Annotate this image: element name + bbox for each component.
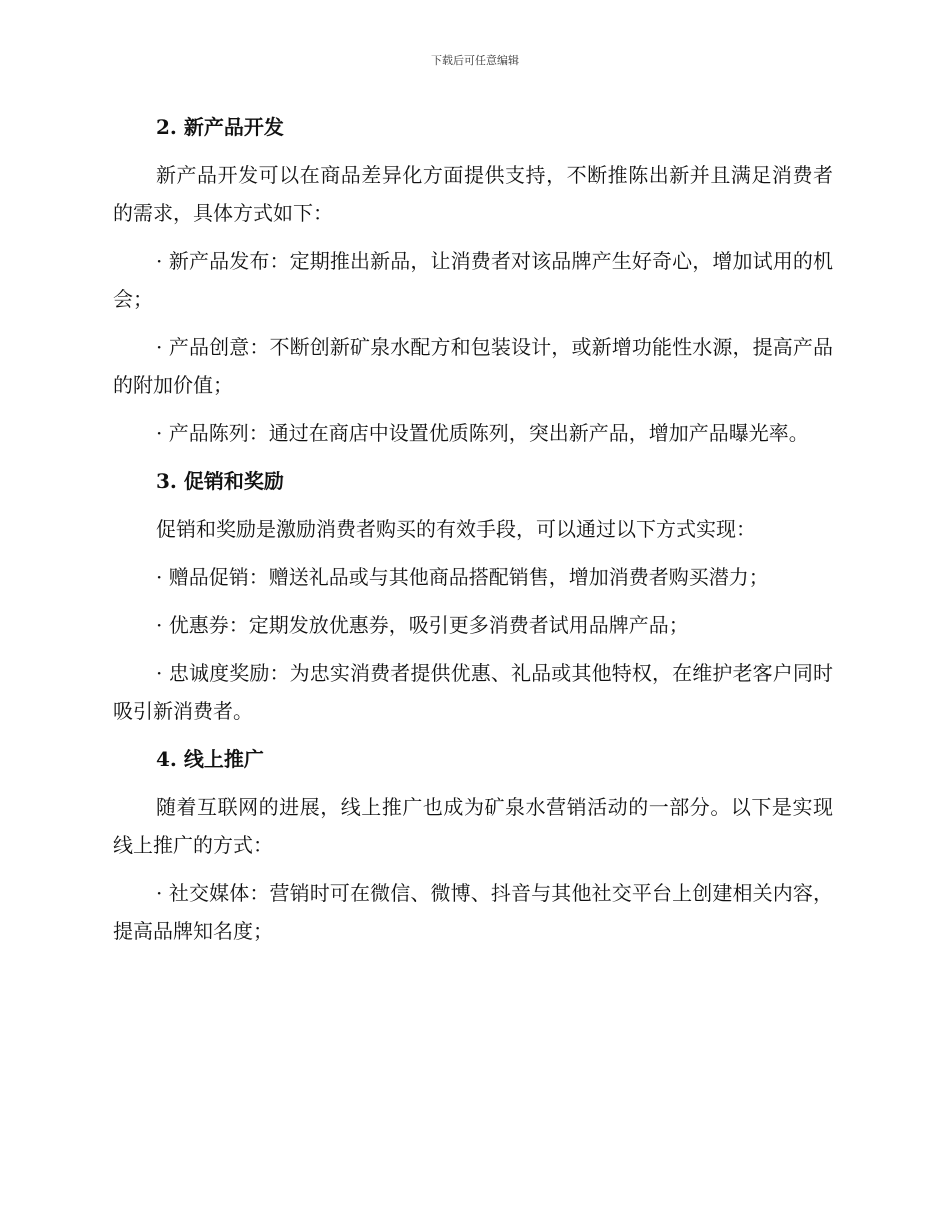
document-body — [113, 108, 833, 960]
section-heading-promotion: 3. 促销和奖励 — [156, 469, 284, 493]
list-item: · 赠品促销：赠送礼品或与其他商品搭配销售，增加消费者购买潜力； — [156, 565, 769, 589]
header-note: 下载后可任意编辑 — [431, 54, 519, 67]
list-item: · 产品陈列：通过在商店中设置优质陈列，突出新产品，增加产品曝光率。 — [156, 421, 809, 445]
list-item: · 新产品发布：定期推出新品，让消费者对该品牌产生好奇心，增加试用的机会； — [113, 249, 833, 311]
section-intro-online: 随着互联网的进展，线上推广也成为矿泉水营销活动的一部分。以下是实现线上推广的方式： — [113, 795, 833, 857]
section-heading-online: 4. 线上推广 — [156, 747, 264, 771]
list-item: · 产品创意：不断创新矿泉水配方和包装设计，或新增功能性水源，提高产品的附加价值； — [113, 335, 833, 397]
section-heading-new-product: 2. 新产品开发 — [156, 115, 284, 139]
list-item: · 忠诚度奖励：为忠实消费者提供优惠、礼品或其他特权，在维护老客户同时吸引新消费者。 — [113, 661, 833, 723]
section-intro-new-product: 新产品开发可以在商品差异化方面提供支持，不断推陈出新并且满足消费者的需求，具体方式如下： — [113, 163, 833, 225]
list-item: · 社交媒体：营销时可在微信、微博、抖音与其他社交平台上创建相关内容，提高品牌知名度； — [113, 881, 833, 943]
section-intro-promotion: 促销和奖励是激励消费者购买的有效手段，可以通过以下方式实现： — [156, 517, 756, 541]
list-item: · 优惠券：定期发放优惠券，吸引更多消费者试用品牌产品； — [156, 613, 689, 637]
